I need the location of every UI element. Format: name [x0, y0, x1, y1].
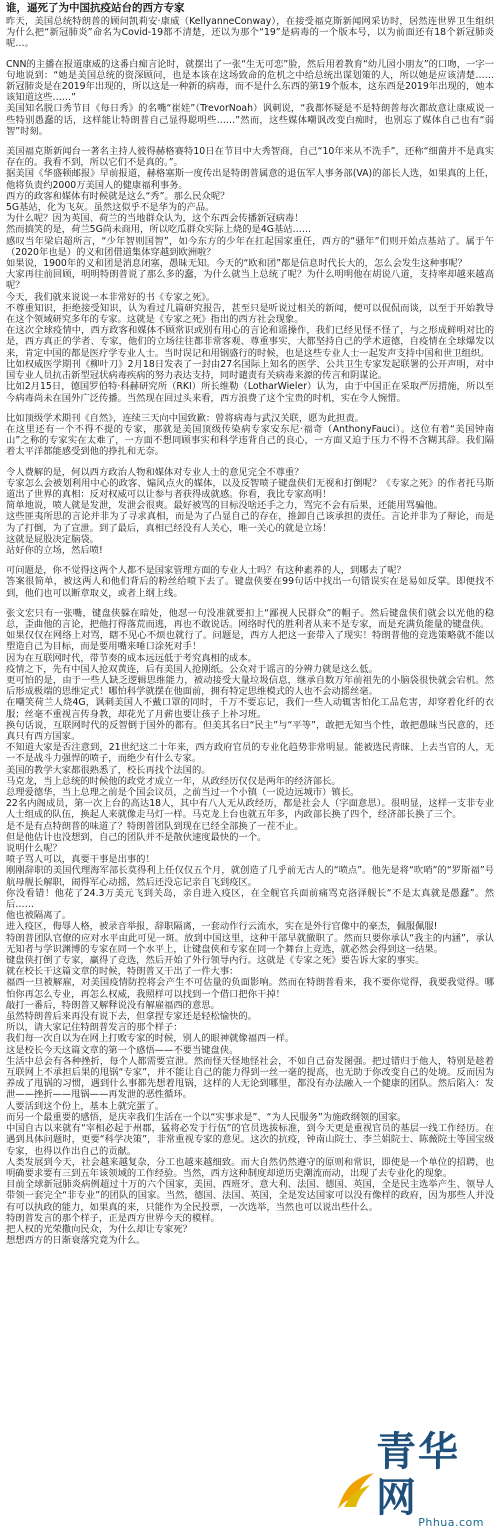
paragraph: 比如顶级学术期刊《自然》，连续三天向中国致歉：曾将病毒与武汉关联，愿为此担责。: [6, 412, 364, 424]
paragraph: 虽然特朗普后来再没有说下去，但拿捏专家还是轻松愉快的。: [6, 1011, 258, 1023]
paragraph: 疫情之下，先有中国人抢双黄连，后有美国人抢刚纸。公众对于谣言的分辨力就是这么低。: [6, 663, 378, 675]
paragraph: 然而搞笑的是，荷兰5G尚未商用，所以吃瓜群众实际上烧的是4G基站……: [6, 224, 312, 236]
paragraph: 喷子骂人可以，真要干事是出事的！: [6, 854, 155, 866]
paragraph: 这是校长今天这篇文章的第一个感悟——不要当键盘侠。: [6, 1044, 239, 1056]
paragraph: 在这次全球疫情中，西方政客和媒体不顾常识或别有用心的言论和谣操作，我们已经见怪不怪了，与之形成鲜明对比的是，西方真正的学者、专家，他们的立场往往都非常客观、尊重事实，大都坚持自己的学术道德，自疫情在全球爆发以来，肯定中国的都是医疗学专业人士。当时误记和用钢盛行的时候，也是这些专业人士一起发声支持中国和世卫组织。: [6, 325, 494, 359]
paragraph-gap: [6, 404, 494, 413]
paragraph: 在嘲笑荷兰人烧4G，讽刺美国人不戴口罩的同时，千万不要忘记，我们一些人动辄害怕化工品危害，却穿着化纤的衣服；丝毫不重视言传身教，却花光了月薪也要让孩子上补习班。: [6, 697, 494, 720]
paragraph: 人要活到这个份上，基本上就完蛋了。: [6, 1100, 165, 1112]
paragraph: 总理爱德华，当上总理之前是个国会议员，之前当过一个小镇（一说边远城市）镇长。: [6, 787, 360, 798]
paragraph-gap: [6, 599, 494, 608]
paragraph: 生活中总会有各种挫折，每个人都需要宣泄。然而怪天怪地怪社会，不如自己奋发图强。把过错归于他人，特别是趁着互联网上不承担后果的甩锅“专家”，并不能让自己的能力得到一丝一毫的提高，也无助于你改变自己的处境。反而因为养成了甩锅的习惯，遇到什么事都先想着甩锅，这样的人无论到哪里，都没有办法融入一个健康的团队。然后陷入：发泄——挫折——甩锅——再发泄的恶性循环。: [6, 1055, 494, 1101]
paragraph: 在这里还有一个不得不提的专家，那就是美国顶级传染病专家安东尼·福奇（AnthonyFauci）。这位有着“美国钟南山”之称的专家实在太难了，一方面不想同顾事实和科学违背自己的良心，一方面又迫于压力不得不含糊其辞。我们隔着太平洋都能感受到他的挣扎和无奈。: [6, 423, 494, 458]
paragraph: 说明什么呢？: [6, 843, 62, 855]
article-title: 谁，逼死了为中国抗疫站台的西方专家: [6, 2, 185, 14]
article-body: [6, 16, 494, 1246]
paragraph: 把人权的光荣撒向民众，为什么却让专家死？: [6, 1223, 192, 1235]
paragraph: 福西一旦被解雇，对美国疫情防控将会产生不可估量的负面影响。然而在特朗普看来，我不要你觉得，我要我觉得。哪怕你再怎么专业，再怎么权威，我照样可以找到一个借口把你干掉！: [6, 977, 494, 1000]
paragraph: 更可怕的是，由于一些人缺乏逻辑思维能力，被动接受大量垃圾信息，继承自数万年前祖先的小脑袋很快就会宕机。然后形成极端的思维定式！哪怕科学就摆在他面前，拥有特定思维模式的人也不会动摇丝毫。: [6, 674, 494, 698]
paragraph: 为什么呢？因为英国、荷兰的当地群众认为，这个东西会传播新冠病毒！: [6, 213, 304, 225]
paragraph: 昨天，美国总统特朗普的顾问凯莉安·康威（KellyanneConway），在接受福克斯新闻网采访时，居然连世界卫生组织为什么把“新冠肺炎”命名为Covid-19都不清楚，还以为那个“19”是病毒的一个版本号，以为前面还有18个新冠肺炎呢…。: [6, 16, 494, 50]
paragraph: 你没看错！他花了24.3万美元飞到关岛，亲自进入疫区，在全舰官兵面前痛骂克洛泽舰长“不是太真就是愚蠢”。然后……: [6, 887, 494, 911]
paragraph: 换句话说，互联网时代的反智倒于国外的都有。但美其名曰“民主”与“平等”，敢把无知当个性，敢把愚昧当民意的，还真只有西方国家。: [6, 719, 494, 742]
paragraph: 所以，请大家记住特朗普发言的那个样子：: [6, 1022, 183, 1034]
paragraph-gap: [6, 556, 494, 565]
paragraph: 西方的政客和媒体有时候就是这么“秀”。那么民众呢？: [6, 190, 230, 202]
paragraph: 令人费解的是，何以西方政治人物和媒体对专业人士的意见完全不尊重？: [6, 466, 304, 478]
paragraph: 据美国《华盛顿邮报》早前报道，赫格塞斯一度传出是特朗普属意的退伍军人事务部(VA)的部长人选，如果真的上任，他将负责约2000万美国人的健康福利事务。: [6, 168, 494, 191]
paragraph: 专家怎么会被划利用中心的政客、煽风点火的媒体，以及反智喷子键盘侠们无视和打倒呢？《专家之死》的作者托马斯道出了世界的真相：反对权威可以让参与者获得成就感。你看，我比专家高明！: [6, 477, 494, 500]
paragraph: 22名内阁成员，第一次上台的高达18人，其中有八人无从政经历，都是社会人（字面意思）。很明显，这样一支非专业人士组成的队伍，换起人来就像走马灯一样。马克龙上台也就五年多，内政部长换了四个，经济部长换了三个。: [6, 798, 494, 821]
paragraph: 站好你的立场，然后喷!: [6, 544, 103, 556]
paragraph: 因为在互联网时代，带节奏的成本远远低于考究真相的成本。: [6, 652, 258, 664]
paragraph: 大家再往前回顾，明明特朗普说了那么多的蠢，为什么就当上总统了呢？为什么明明他在胡说八道，支持率却越来越高呢？: [6, 269, 494, 292]
paragraph-gap: [6, 458, 494, 467]
paragraph: 如果说，1900年的义和团是消息闭塞，愚昧无知。今天的“欧和团”都是信息时代长大的，怎么会发生这种事呢？: [6, 258, 467, 270]
paragraph: 张文宏只有一张嘴，键盘侠躲在暗处，他怼一句没准就要扣上“鄙视人民群众”的帽子。然后键盘侠们就会以光他的稳总，歪曲他的言论，把他打得落荒而逃，再也不敢说话。网络时代的胜利者从来不是专家，而是充满负能量的键盘侠。: [6, 607, 494, 630]
paragraph: 是不是有点特朗普的味道了？特朗普团队到现在已经全部换了一茬不止。: [6, 820, 304, 832]
paragraph: 敲打一番后，特朗普又解释说没有解雇福西的意思。: [6, 999, 220, 1011]
paragraph: 进入疫区，侮辱人格，被录音举报，辞职隔离，一套动作行云流水，实在是外行官像中的豪杰，佩服佩服!: [6, 921, 438, 933]
paragraph: 比如权威医学期刊《柳叶刀》2月18日发表了一封由27名国际上知名的医学、公共卫生专家发起联署的公开声明，对中国专业人员抗击新型冠状病毒疾病的努力表达支持，同时谴责有关病毒来源的传言和阴谋论。: [6, 358, 494, 382]
paragraph: 感叹当年梁启超所言，“少年智则国智”，如今东方的少年在扛起国家重任，西方的“骚年”们则开始点基站了。属于午（2020年也是）的义和团借道集体穿越到欧洲啦？: [6, 235, 494, 258]
paragraph: 今天，我们就来说说一本非常好的书《专家之死》。: [6, 291, 216, 303]
paragraph: CNN的主播在报道康威的这番白痴言论时，就摆出了一张“生无可恋”脸，然后用着教育“幼儿园小朋友”的口吻，一字一句地说到：“她是美国总统的资深顾问，也是本该在这场致命的危机之中给总统出谋划策的人，所以她是应该清楚……新冠肺炎是在2019年出现的，所以这是一种新的病毒，而不是什么东西的第19个版本，这东西是2019年出现的，她本该知道这些……”: [6, 58, 494, 104]
paragraph: 如果仅仅在网络上对骂，瞎不见心不烦也就行了。问题是，西方人把这一套带入了现实！特朗普他的竞选策略就不能以塑造自己为目标，而是要用嘴来唾口涂死对手！: [6, 630, 494, 653]
paragraph: 答案很简单，被这两人和他们背后的粉丝给喷下去了。键盘侠要在99句话中找出一句错误实在是易如反掌。即便找不到，他们也可以断章取义，或者上纲上线。: [6, 576, 494, 599]
logo-icon: [330, 1467, 380, 1517]
paragraph: 美国的教学大家都很熟悉了，校长再找个法国的。: [6, 764, 211, 776]
paragraph: 这就是屁股决定脑袋。: [6, 533, 99, 545]
paragraph: 就在校长干这篇文章的时候，特朗普又干出了一件大事：: [6, 966, 239, 978]
paragraph: 可问题是，你不觉得这两个人都不是国家管理方面的专业人士吗？有这种素养的人，到哪去了呢？: [6, 565, 406, 577]
watermark-logo-text: 青华网: [376, 1428, 460, 1521]
paragraph: 美国知名脱口秀节目《每日秀》的名嘴“崔娃”（TrevorNoah）讽刺说，“我都怀疑是不是特朗普每次都故意让康威说一些特别愚蠢的话，这样能让特朗普自己显得聪明些……”然而，这些媒体嘲讽改变白痴时，也别忘了媒体自己也有“弱智”时刻。: [6, 103, 494, 137]
paragraph: 这些匪夷所思的言论并非为了寻求真相，而是为了凸显自己的存在，推卸自己该承担的责任。言论并非为了辩论，而是为了打倒，为了宣泄。到了最后，真相已经没有人关心，唯一关心的就是立场！: [6, 511, 494, 534]
watermark-url: Phhua.com: [418, 1516, 484, 1529]
paragraph: 他也被隔离了。: [6, 910, 72, 922]
paragraph: 不知道大家是否注意到，21世纪这二十年来，西方政府官员的专业化趋势非常明显。能被选民青睐、上去当官的人，无一不是战斗力强悍的喷子，而绝少有什么专家。: [6, 742, 494, 765]
paragraph-gap: [6, 50, 494, 59]
paragraph: 而另一个最重要的感悟，是庆幸我们生活在一个以“实事求是”、“为人民服务”为施政纲领的国家。: [6, 1111, 407, 1123]
paragraph-gap: [6, 137, 494, 146]
paragraph: 我们每一次自以为在网上打败专家的时候，别人的眼神就像福西一样。: [6, 1033, 295, 1045]
paragraph: 马克龙，当上总统的时候他的政党才成立一年，从政经历仅仅是两年的经济部长。: [6, 775, 341, 787]
paragraph: 但是他估计也没想到，自己的团队并不是散伙速度最快的一个。: [6, 831, 267, 843]
paragraph: 目前全球新冠肺炎病例超过十万的六个国家，美国、西班牙、意大利、法国、德国、英国，全是民主选举产生、领导人带领一套完全“非专业”的团队的国家。当然，德国、法国、英国，全是发达国家可以没有像样的政府，因为那些人并没有可以执政的能力，如果真的来，只能作为全民投票，一次选举，当然也可以说出些什么。: [6, 1179, 494, 1213]
paragraph: 5G基站，化为飞灰。虽然这似乎不是华为的产品。: [6, 202, 215, 214]
paragraph: 不尊重知识，拒绝接受知识，认为看过几篇研究报告，甚至只是听说过相关的新闻，便可以侃侃而谈，以至于开始教导在这个领域研究多年的专家。这就是《专家之死》指出的西方社会现象。: [6, 302, 494, 326]
watermark: [330, 1428, 490, 1531]
paragraph: 美国福克斯新闻台一著名主持人彼得赫格赛特10日在节目中大秀智商，自己“10年来从不洗手”，还称“细菌并不是真实存在的。我看不到，所以它们不是真的。”。: [6, 146, 494, 169]
paragraph: 键盘侠打倒了专家，赢得了竞选，然后开始了外行领导内行。这就是《专家之死》要告诉大家的事实。: [6, 955, 425, 967]
paragraph: 想想西方的日渐衰落究竟为什么。: [6, 1235, 146, 1247]
paragraph: 特朗普团队官僚的应对水平由此可见一斑。放到中国这里，这种干部早就撤职了。然而只要你承认“我主的内涵”，承认无知者与学识渊博的专家在同一个水平上，让键盘侠和专家在同一个舞台上竞选，就必然会得到这一结果。: [6, 932, 494, 955]
paragraph: 特朗普发言的那个样子，正是西方世界今天的模样。: [6, 1212, 220, 1224]
paragraph: 刚刚辞职的美国代理海军部长莫得利上任仅仅五个月，就创造了几乎前无古人的“喷点”。他先是将“吹哨”的“罗斯福”号航母舰长解职，闹得军心动摇，然后还没忘记亲自飞到疫区。: [6, 865, 494, 888]
paragraph: 比如2月15日，德国罗伯特·科赫研究所（RKI）所长维勒（LotharWieler）认为，由于中国正在采取严厉措施，所以至今病毒尚未在国外广泛传播。当然现在回过头来看，西方浪费了这个宝贵的时机，实在令人惋惜。: [6, 381, 494, 404]
paragraph: 简单地说，喷人就是发泄，发泄会很爽。最好被骂的目标没啥还手之力，骂完不会有后果，还能用骂骗他。: [6, 500, 443, 512]
paragraph: 人类发展到今天，社会越来越复杂，分工也越来越细致。而大自然仍然遵守的原则和常识，即使是一个单位的招聘，也明确要求要有三到五年该领域的工作经验。当然，西方这种制度却逆历史潮流而动，出现了去专业化的现象。: [6, 1156, 494, 1179]
paragraph: 中国自古以来就有“宰相必起于州郡，猛将必发于行伍”的官员选拔标准，到今天更是重视官员的基层一线工作经历。在遇到具体问题时，更要“科学决策”，非常重视专家的意见。这次的抗疫，钟南山院士、李兰娟院士、陈薇院士等国宝级专家，也得以作出自己的贡献。: [6, 1123, 494, 1157]
